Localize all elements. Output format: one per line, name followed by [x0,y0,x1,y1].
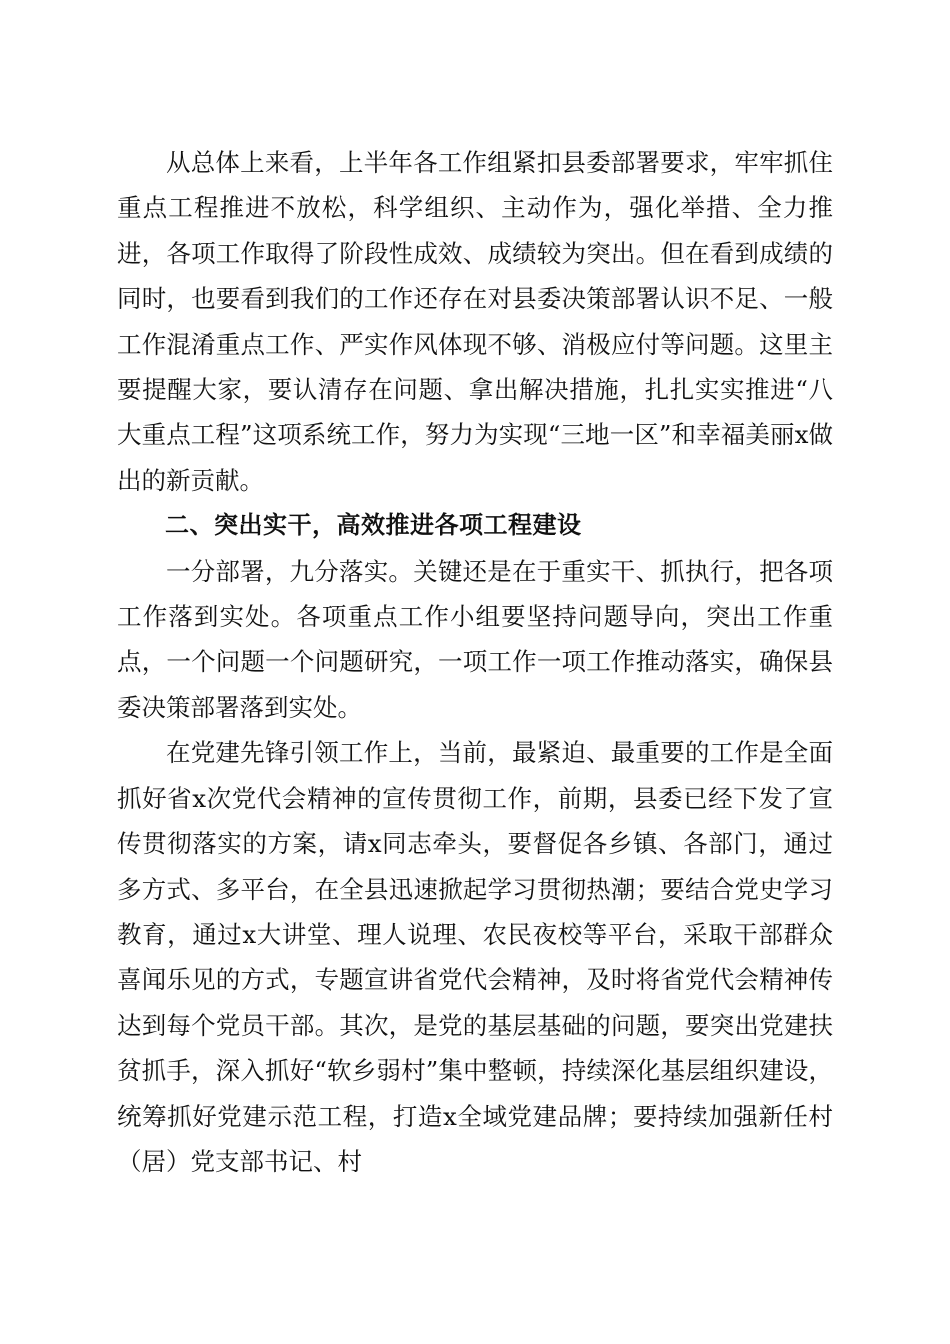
paragraph-party-building: 在党建先锋引领工作上，当前，最紧迫、最重要的工作是全面抓好省x次党代会精神的宣传贯彻工作，前期，县委已经下发了宣传贯彻落实的方案，请x同志牵头，要督促各乡镇、各部门，通过多方式、多平台，在全县迅速掀起学习贯彻热潮；要结合党史学习教育，通过x大讲堂、理人说理、农民夜校等平台，采取干部群众喜闻乐见的方式，专题宣讲省党代会精神，及时将省党代会精神传达到每个党员干部。其次，是党的基层基础的问题，要突出党建扶贫抓手，深入抓好“软乡弱村”集中整顿，持续深化基层组织建设，统筹抓好党建示范工程，打造x全域党建品牌；要持续加强新任村（居）党支部书记、村 [117,738,833,1176]
paragraph-implementation: 一分部署，九分落实。关键还是在于重实干、抓执行，把各项工作落到实处。各项重点工作小组要坚持问题导向，突出工作重点，一个问题一个问题研究，一项工作一项工作推动落实，确保县委决策部署落到实处。 [117,556,833,722]
paragraph-summary: 从总体上来看，上半年各工作组紧扣县委部署要求，牢牢抓住重点工程推进不放松，科学组织、主动作为，强化举措、全力推进，各项工作取得了阶段性成效、成绩较为突出。但在看到成绩的同时，也要看到我们的工作还存在对县委决策部署认识不足、一般工作混淆重点工作、严实作风体现不够、消极应付等问题。这里主要提醒大家，要认清存在问题、拿出解决措施，扎扎实实推进“八大重点工程”这项系统工作，努力为实现“三地一区”和幸福美丽x做出的新贡献。 [117,148,833,495]
document-body [117,140,833,1184]
section-heading: 二、突出实干，高效推进各项工程建设 [165,511,582,540]
